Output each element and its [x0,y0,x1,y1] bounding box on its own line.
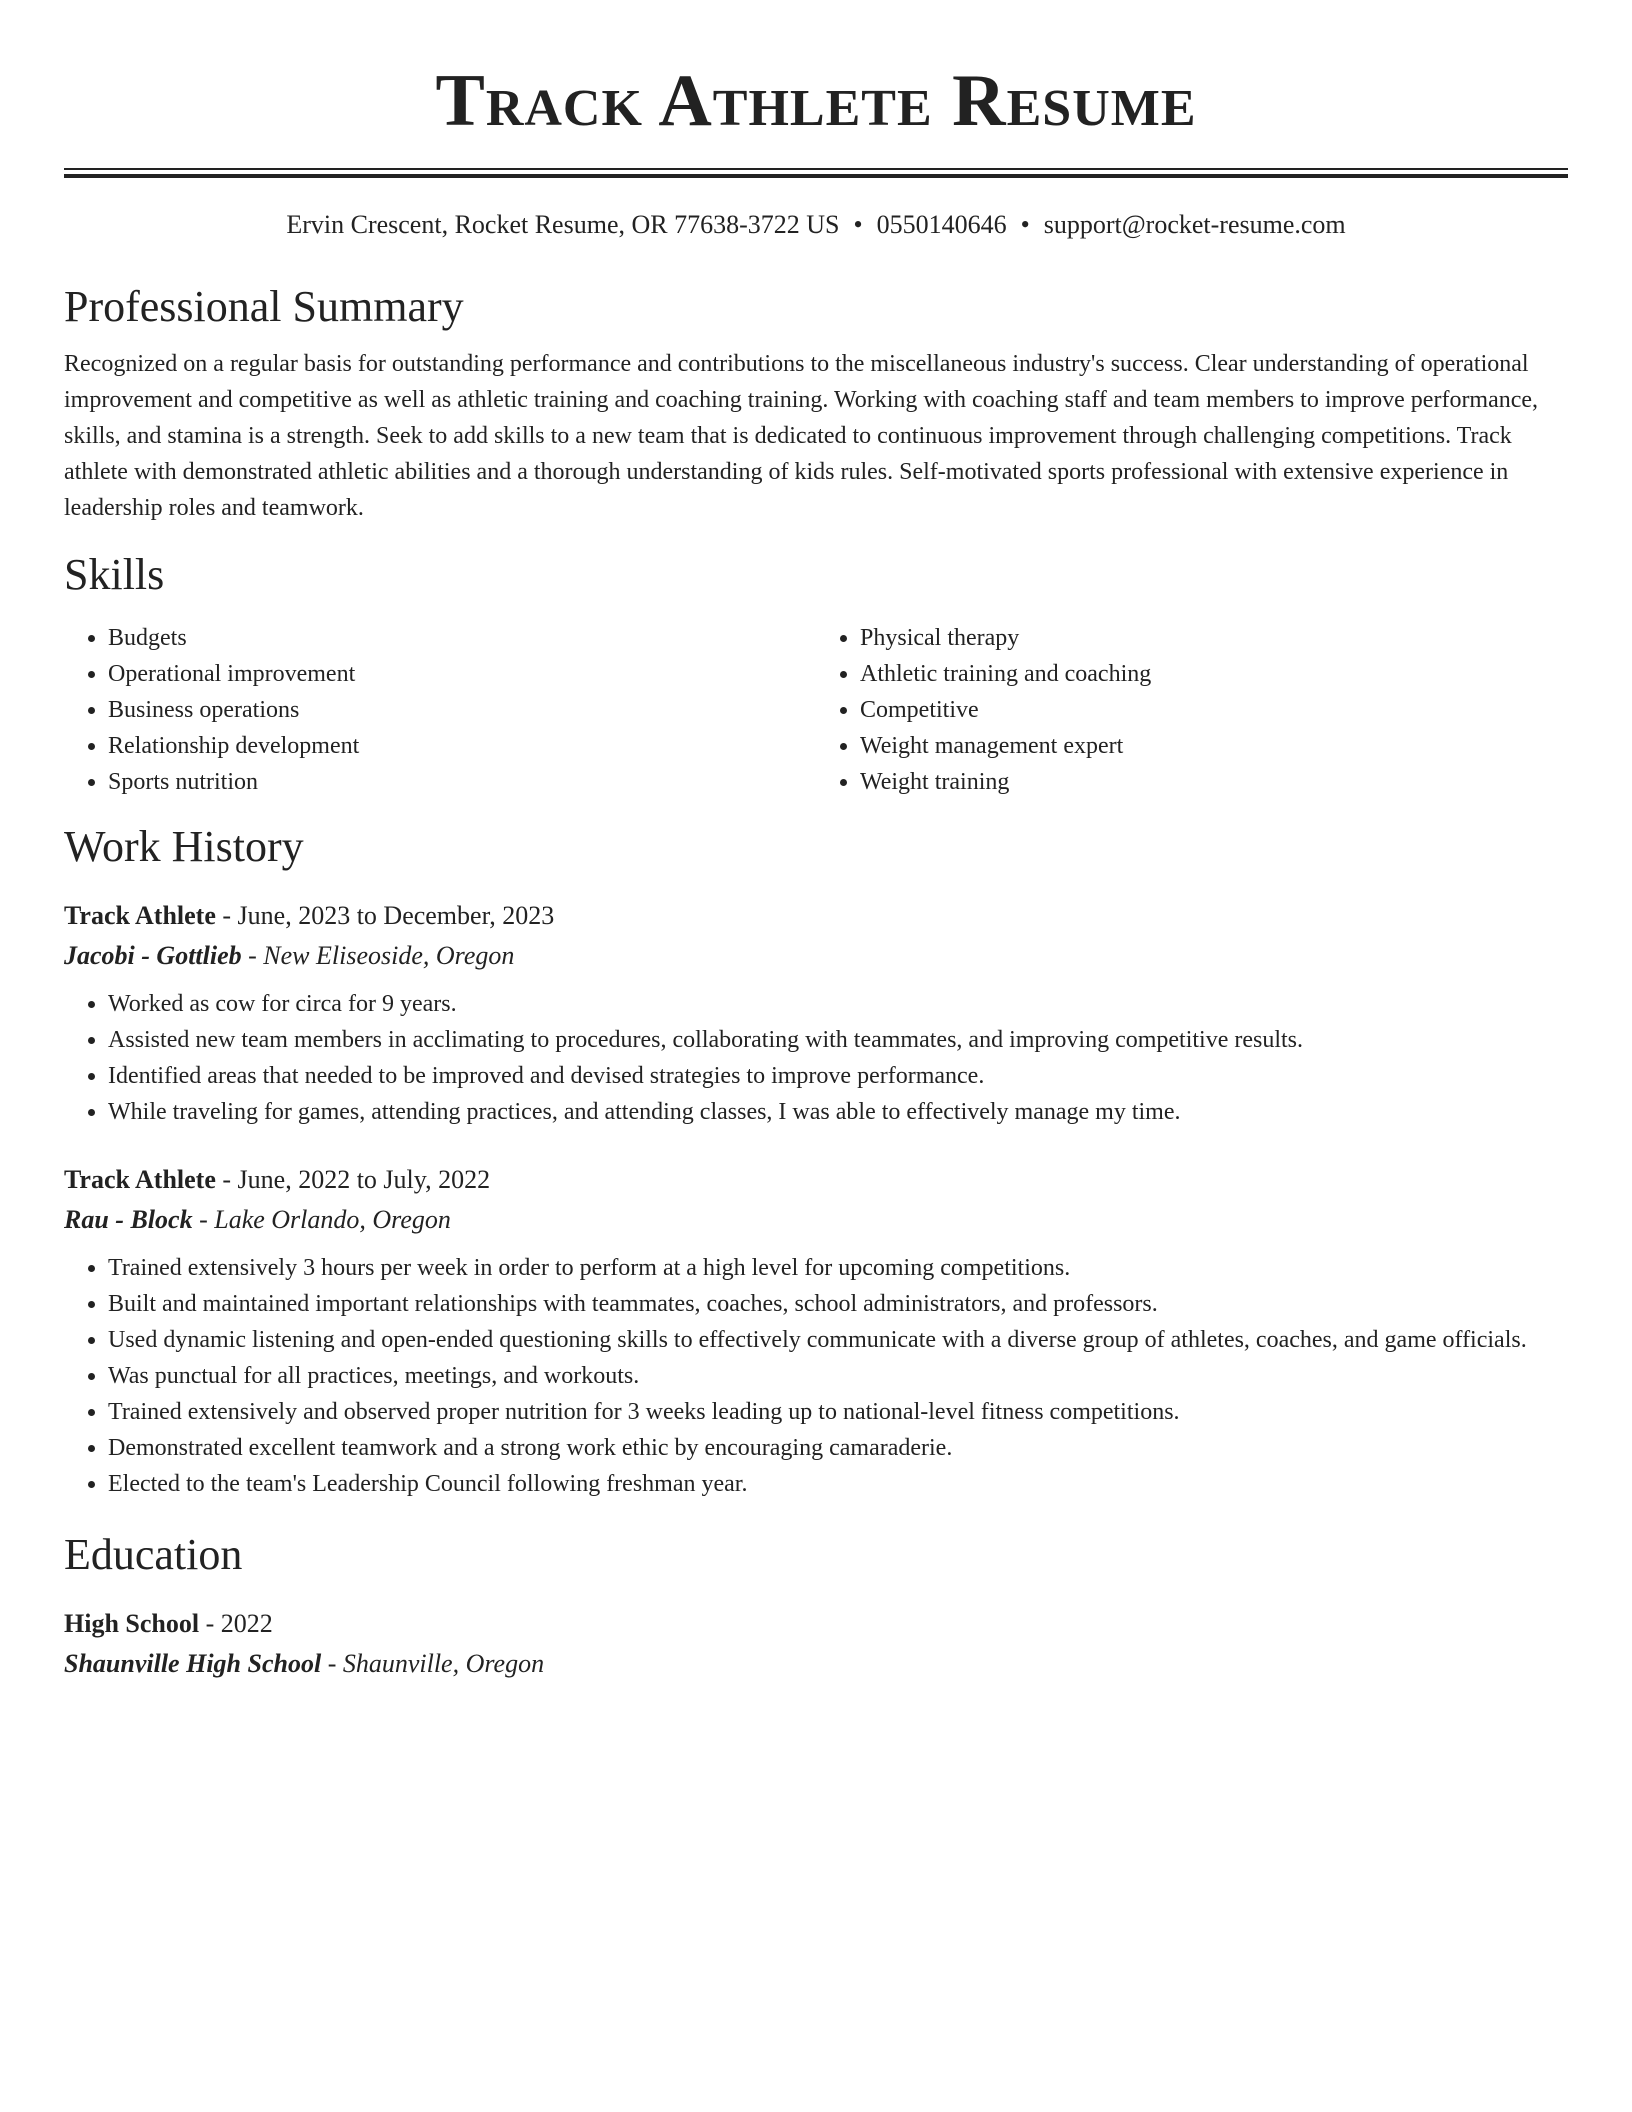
job-title: Track Athlete [64,1165,216,1194]
job-title-line [64,1160,1568,1200]
duty-item: • Worked as cow for circa for 9 years. [108,986,1568,1022]
education-heading: Education [64,1530,243,1579]
school-line [64,1644,1568,1684]
job-title: Track Athlete [64,901,216,930]
company-location: - New Eliseoside, Oregon [241,941,515,970]
skill-item: • Weight management expert [860,728,1568,764]
duty-item: • Trained extensively 3 hours per week in order to perform at a high level for upcoming competitions. [108,1250,1568,1286]
skills-heading: Skills [64,550,165,599]
company-location: - Lake Orlando, Oregon [192,1205,451,1234]
company-name: Rau - Block [64,1205,193,1234]
contact-address: Ervin Crescent, Rocket Resume, OR 77638-3722 US [286,210,840,239]
duty-item: • While traveling for games, attending practices, and attending classes, I was able to effectively manage my time. [108,1094,1568,1130]
duty-item: • Assisted new team members in acclimating to procedures, collaborating with teammates, and improving competitive results. [108,1022,1568,1058]
job-title-line [64,896,1568,936]
contact-phone: 0550140646 [876,210,1007,239]
skill-item: • Physical therapy [860,620,1568,656]
duty-item: • Trained extensively and observed proper nutrition for 3 weeks leading up to national-level fitness competitions. [108,1394,1568,1430]
skill-item: • Relationship development [108,728,816,764]
contact-email: support@rocket-resume.com [1043,210,1346,239]
skill-item: • Business operations [108,692,816,728]
skill-item: • Operational improvement [108,656,816,692]
skill-item: • Competitive [860,692,1568,728]
job-dates: - June, 2022 to July, 2022 [215,1165,491,1194]
duty-item: • Elected to the team's Leadership Council following freshman year. [108,1466,1568,1502]
company-line [64,936,1568,976]
skills-grid [64,620,1568,800]
title-divider [64,168,1568,178]
contact-line [64,208,1568,242]
summary-heading: Professional Summary [64,282,464,331]
degree-line [64,1604,1568,1644]
degree-name: High School [64,1609,200,1638]
duty-item: • Used dynamic listening and open-ended questioning skills to effectively communicate with a diverse group of athletes, coaches, and game officials. [108,1322,1568,1358]
skills-list-left [64,620,816,800]
contact-separator: • [1020,210,1030,239]
job-entry [64,1160,1568,1502]
education-entry [64,1604,1568,1684]
skill-item: • Weight training [860,764,1568,800]
company-name: Jacobi - Gottlieb [64,941,242,970]
skills-list-right [816,620,1568,800]
graduation-year: - 2022 [199,1609,273,1638]
work-history-heading: Work History [64,822,304,871]
company-line [64,1200,1568,1240]
duty-list [64,986,1568,1130]
job-dates: - June, 2023 to December, 2023 [215,901,555,930]
resume-title: Track Athlete Resume [435,60,1197,142]
duty-item: • Was punctual for all practices, meetings, and workouts. [108,1358,1568,1394]
skill-item: • Budgets [108,620,816,656]
skill-item: • Sports nutrition [108,764,816,800]
job-entry [64,896,1568,1130]
duty-list [64,1250,1568,1502]
summary-text: Recognized on a regular basis for outstanding performance and contributions to the miscellaneous industry's success. Clear understanding of operational improvement and competitive as well as athletic training and coaching training. Working with coaching staff and team members to improve performance, skills, and stamina is a strength. Seek to add skills to a new team that is dedicated to continuous improvement through challenging competitions. Track athlete with demonstrated athletic abilities and a thorough understanding of kids rules. Self-motivated sports professional with extensive experience in leadership roles and teamwork. [64,351,1539,521]
duty-item: • Demonstrated excellent teamwork and a strong work ethic by encouraging camaraderie. [108,1430,1568,1466]
duty-item: • Identified areas that needed to be improved and devised strategies to improve performance. [108,1058,1568,1094]
skill-item: • Athletic training and coaching [860,656,1568,692]
school-name: Shaunville High School [64,1649,322,1678]
contact-separator: • [853,210,863,239]
school-location: - Shaunville, Oregon [321,1649,545,1678]
duty-item: • Built and maintained important relationships with teammates, coaches, school administrators, and professors. [108,1286,1568,1322]
